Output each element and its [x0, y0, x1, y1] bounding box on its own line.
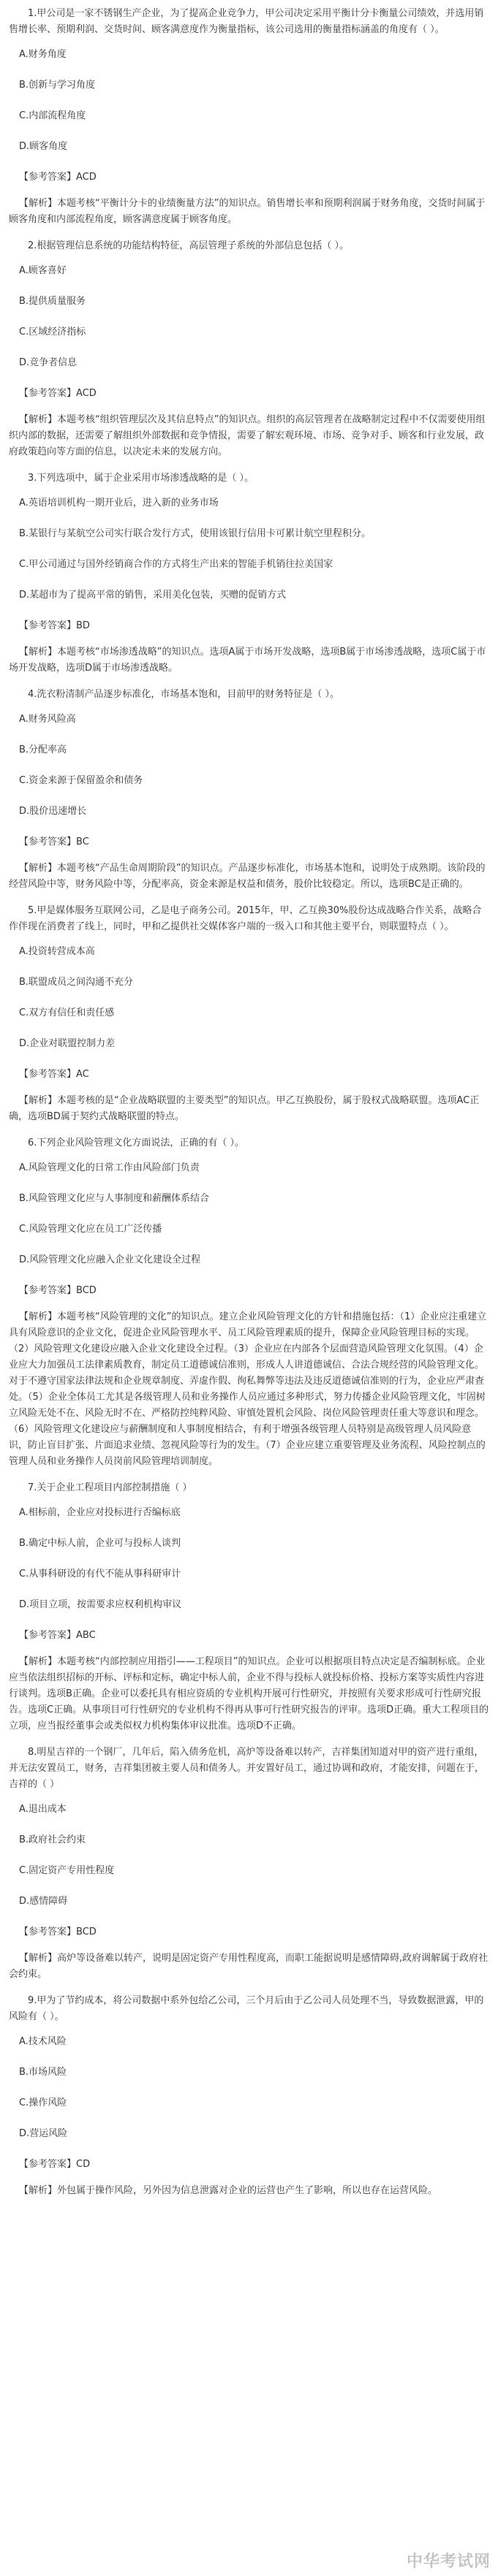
answer-option: A.风险管理文化的日常工作由风险部门负责: [19, 1162, 200, 1173]
question-block: [9, 1993, 489, 2199]
answer-option: B.确定中标人前，企业可与投标人谈判: [19, 1538, 181, 1549]
answer-option: C.内部流程角度: [19, 110, 86, 121]
answer-option: A.相标前，企业应对投标进行否编标底: [19, 1507, 181, 1518]
question-block: [9, 6, 489, 228]
answer-option: C.资金来源于保留盈余和债务: [19, 775, 143, 786]
question-stem: 8.明星吉祥的一个钢厂，几年后，陷入债务危机，高炉等设备难以转产，吉祥集团知道对甲的资产进行重组，并无法安置员工，财务，吉祥集团被主要人员和债务人。并安置好员工，通过协调和政府，才能安排，问题在于，吉祥的（ ）: [9, 1747, 485, 1790]
answer-option: A.英语培训机构一期开业后，进入新的业务市场: [19, 498, 219, 508]
answer-option: D.风险管理文化应融入企业文化建设全过程: [19, 1254, 201, 1265]
answer-option: D.项目立项，按需要求应权利机构审议: [19, 1599, 182, 1610]
answer-option: B.联盟成员之间沟通不充分: [19, 977, 134, 988]
question-block: [9, 1480, 489, 1734]
answer-option: A.财务角度: [19, 49, 67, 60]
question-block: [9, 470, 489, 677]
question-stem: 7.关于企业工程项目内部控制措施（ ）: [28, 1482, 192, 1493]
answer-option: D.股价迅速增长: [19, 806, 87, 817]
answer-option: D.竞争者信息: [19, 357, 78, 368]
answer-option: B.政府社会约束: [19, 1834, 86, 1845]
question-block: [9, 1135, 489, 1470]
reference-answer: 【参考答案】ABC: [19, 1630, 96, 1641]
answer-option: B.市场风险: [19, 2067, 67, 2078]
question-stem: 1.甲公司是一家不锈钢生产企业，为了提高企业竞争力，甲公司决定采用平衡计分卡衡量公司绩效，并选用销售增长率、预期利润、交货时间、顾客满意度作为衡量指标，该公司选用的衡量指标涵盖的角度有（ ）。: [9, 8, 484, 35]
answer-option: C.双方有信任和责任感: [19, 1007, 115, 1018]
analysis-text: 【解析】本题考核“产品生命周期阶段”的知识点。产品逐步标准化，市场基本饱和，说明处于成熟期。该阶段的经营风险中等，财务风险中等，分配率高，资金来源是权益和债务，股价比较稳定。所以，选项BC是正确的。: [9, 863, 486, 890]
analysis-text: 【解析】本题考核“平衡计分卡的业绩衡量方法”的知识点。销售增长率和预期利润属于财务角度，交货时间属于顾客角度和内部流程角度，顾客满意度属于顾客角度。: [9, 198, 486, 225]
answer-option: A.财务风险高: [19, 714, 76, 725]
answer-option: D.感情障碍: [19, 1896, 68, 1907]
analysis-text: 【解析】本题考核“内部控制应用指引——工程项目”的知识点。企业可以根据项目特点决定是否编制标底。企业应当依法组织招标的开标、评标和定标，确定中标人前，企业不得与投标人就投标价格、投标方案等实质性内容进行谈判。选项B正确。企业可以委托具有相应资质的专业机构开展可行性研究，并按照有关要求形成可行性研究报告。选项C正确。从事项目可行性研究的专业机构不得再从事可行性研究报告的评审。选项D正确。重大工程项目的立项，应当报经董事会或类似权力机构集体审议批准。选项D不正确。: [9, 1656, 489, 1731]
reference-answer: 【参考答案】CD: [19, 2159, 91, 2170]
answer-option: B.某银行与某航空公司实行联合发行方式，使用该银行信用卡可累计航空里程积分。: [19, 528, 371, 539]
answer-option: C.从事科研设的有代不能从事科研审计: [19, 1569, 181, 1579]
answer-option: A.投资转营成本高: [19, 946, 95, 957]
question-block: [9, 903, 489, 1125]
analysis-text: 【解析】本题考核“风险管理的文化”的知识点。建立企业风险管理文化的方针和措施包括：（1）企业应注重建立具有风险意识的企业文化，促进企业风险管理水平、员工风险管理素质的提升，保障企业风险管理目标的实现。（2）风险管理文化建设应融入企业文化建设全过程。（3）企业应在内部各个层面营造风险管理文化氛围。（4）企业应大力加强员工法律素质教育，制定员工道德诚信准则，形成人人讲道德诚信、合法合规经营的风险管理文化。对于不遵守国家法律法规和企业规章制度、弄虚作假、徇私舞弊等违法及违反道德诚信准则的行为，企业应严肃查处。（5）企业全体员工尤其是各级管理人员和业务操作人员应通过多种形式，努力传播企业风险管理文化，牢固树立风险无处不在、风险无时不在、严格防控纯粹风险、审慎处置机会风险、岗位风险管理责任重大等意识和理念。（6）风险管理文化建设应与薪酬制度和人事制度相结合，有利于增强各级管理人员特别是高级管理人员风险意识，防止盲目扩张、片面追求业绩、忽视风险等行为的发生。（7）企业应建立重要管理及业务流程、风险控制点的管理人员和业务操作人员岗前风险管理培训制度。: [9, 1311, 487, 1467]
reference-answer: 【参考答案】AC: [19, 1069, 89, 1080]
analysis-text: 【解析】外包属于操作风险，另外因为信息泄露对企业的运营也产生了影响，所以也存在运营风险。: [19, 2185, 438, 2196]
analysis-text: 【解析】高炉等设备难以转产，说明是固定资产专用性程度高，而职工能据说明是感情障碍,政府调解属于政府社会约束。: [9, 1953, 488, 1980]
question-stem: 3.下列选项中，属于企业采用市场渗透战略的是（ ）。: [28, 473, 254, 484]
answer-option: A.退出成本: [19, 1804, 67, 1815]
answer-option: C.风险管理文化应在员工广泛传播: [19, 1224, 162, 1235]
question-block: [9, 687, 489, 893]
answer-option: D.营运风险: [19, 2128, 68, 2139]
answer-option: B.创新与学习角度: [19, 80, 96, 91]
answer-option: C.固定资产专用性程度: [19, 1865, 115, 1876]
question-block: [9, 238, 489, 460]
analysis-text: 【解析】本题考核“组织管理层次及其信息特点”的知识点。组织的高层管理者在战略制定过程中不仅需要使用组织内部的数据，还需要了解组织外部数据和竞争情报，需要了解宏观环境、市场、竞争对手、顾客和行业发展，政府政策趋向等方面的信息，以决定未来的发展方向。: [9, 414, 486, 457]
analysis-text: 【解析】本题考核“市场渗透战略”的知识点。选项A属于市场开发战略，选项B属于市场渗透战略，选项C属于市场开发战略，选项D属于市场渗透战略。: [9, 647, 486, 674]
question-stem: 2.根据管理信息系统的功能结构特征，高层管理子系统的外部信息包括（ ）。: [28, 240, 350, 251]
answer-option: A.顾客喜好: [19, 265, 67, 276]
question-stem: 6.下列企业风险管理文化方面说法，正确的有（ ）。: [28, 1138, 245, 1148]
reference-answer: 【参考答案】BC: [19, 837, 89, 847]
question-stem: 9.甲为了节约成本，将公司数据中系外包给乙公司，三个月后由于乙公司人员处理不当，导致数据泄露，甲的风险有（ ）。: [9, 1995, 484, 2022]
reference-answer: 【参考答案】ACD: [19, 388, 97, 399]
answer-option: B.提供质量服务: [19, 296, 86, 307]
answer-option: A.技术风险: [19, 2036, 67, 2047]
answer-option: C.甲公司通过与国外经销商合作的方式将生产出来的智能手机销往拉美国家: [19, 559, 333, 570]
answer-option: D.顾客角度: [19, 141, 68, 152]
reference-answer: 【参考答案】BCD: [19, 1285, 97, 1296]
answer-option: C.区域经济指标: [19, 327, 86, 338]
answer-option: C.操作风险: [19, 2097, 67, 2108]
site-watermark: 中华考试网: [406, 2553, 491, 2571]
question-stem: 5.甲是媒体服务互联网公司，乙是电子商务公司。2015年，甲、乙互换30%股份达成战略合作关系，战略合作伴现在消费者了线上，同时，甲和乙提供社交媒体客户端的一级入口和其他主要平台，则联盟特点（ ）。: [9, 905, 482, 932]
question-block: [9, 1745, 489, 1983]
answer-option: B.风险管理文化应与人事制度和薪酬体系结合: [19, 1193, 210, 1204]
answer-option: D.企业对联盟控制力差: [19, 1038, 116, 1049]
question-stem: 4.洗衣粉清制产品逐步标准化，市场基本饱和，目前甲的财务特征是（ ）。: [28, 689, 340, 700]
answer-option: D.某超市为了提高平常的销售，采用美化包装，买赠的促销方式: [19, 590, 287, 601]
reference-answer: 【参考答案】BD: [19, 620, 90, 631]
analysis-text: 【解析】本题考核的是“企业战略联盟的主要类型”的知识点。甲乙互换股份，属于股权式战略联盟。选项AC正确，选项BD属于契约式战略联盟的特点。: [9, 1095, 480, 1122]
answer-option: B.分配率高: [19, 744, 67, 755]
reference-answer: 【参考答案】BCD: [19, 1927, 97, 1937]
reference-answer: 【参考答案】ACD: [19, 172, 97, 183]
